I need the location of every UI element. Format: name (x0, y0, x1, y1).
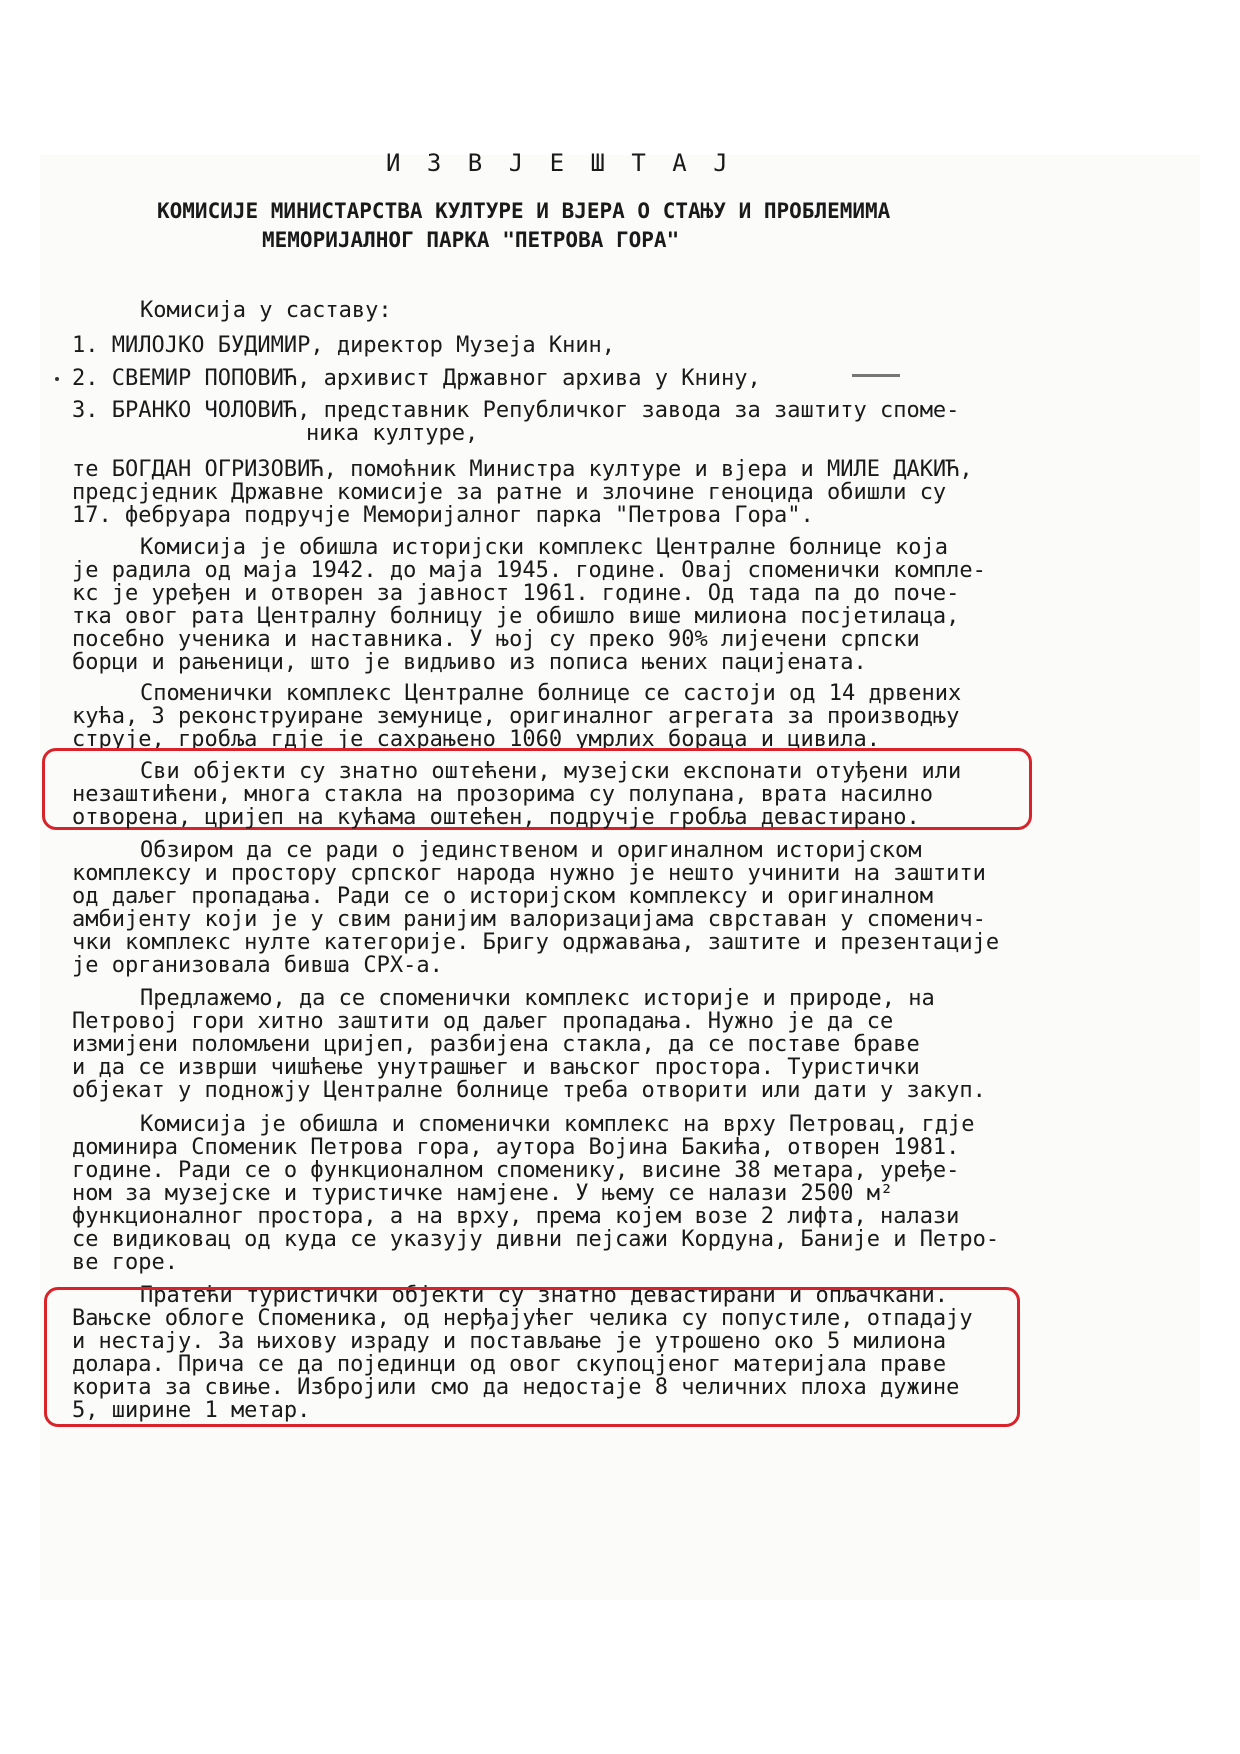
para6-line1: Предлажемо, да се споменички комплекс историје и природе, на (140, 986, 935, 1011)
member-2: 2. СВЕМИР ПОПОВИЋ, архивист Државног архива у Книну, (72, 366, 761, 391)
para2-line1: Комисија је обишла историјски комплекс Централне болнице која (140, 535, 948, 560)
para5-line6: је организовала бивша СРХ-а. (72, 953, 443, 978)
para4-line3: отворена, цријеп на кућама оштећен, подручје гробља девастирано. (72, 805, 920, 830)
para3-line3: струје, гробља гдје је сахрањено 1060 умрлих бораца и цивила. (72, 727, 880, 752)
para8-line5: корита за свиње. Избројили смо да недостаје 8 челичних плоха дужине (72, 1375, 960, 1400)
para2-line3: кс је уређен и отворен за јавност 1961. године. Од тада па до поче- (72, 581, 960, 606)
para2-line2: је радила од маја 1942. до маја 1945. године. Овај споменички комплe- (72, 558, 986, 583)
para8-line3: и нестају. За њихову израду и постављање је утрошено око 5 милиона (72, 1329, 947, 1354)
para7-line3: године. Ради се о функционалном споменику, висине 38 метара, уређе- (72, 1158, 960, 1183)
member-3-cont: ника културе, (306, 421, 479, 446)
document-title: И З В Ј Е Ш Т А Ј (386, 149, 728, 177)
para6-line3: измијени поломљени цријеп, разбијена стакла, да се поставе браве (72, 1032, 920, 1057)
member-3: 3. БРАНКО ЧОЛОВИЋ, представник Републичког завода за заштиту споме- (72, 398, 960, 423)
margin-dot (55, 377, 59, 381)
para6-line2: Петровој гори хитно заштити од даљег пропадања. Нужно је да се (72, 1009, 894, 1034)
para8-line6: 5, ширине 1 метар. (72, 1398, 311, 1423)
para5-line2: комплексу и простору српског народа нужно је нешто учинити на заштити (72, 861, 986, 886)
para8-line1: Пратећи туристички објекти су знатно девастирани и опљачкани. (140, 1283, 948, 1308)
para7-line5: функционалног простора, а на врху, према којем возе 2 лифта, налази (72, 1204, 960, 1229)
para7-line2: доминира Споменик Петрова гора, аутора Војина Бакића, отворен 1981. (72, 1135, 960, 1160)
para3-line1: Споменички комплекс Централне болнице се састоји од 14 дрвених (140, 681, 962, 706)
para1-line3: 17. фебруара подручје Меморијалног парка "Петрова Гора". (72, 503, 814, 528)
para1-line1: те БОГДАН ОГРИЗОВИЋ, помоћник Министра културе и вјера и МИЛЕ ДАКИЋ, (72, 457, 973, 482)
para7-line7: ве горе. (72, 1250, 178, 1275)
para5-line5: чки комплекс нулте категорије. Бригу одржавања, заштите и презентације (72, 930, 1000, 955)
member-1: 1. МИЛОЈКО БУДИМИР, директор Музеја Книн, (72, 333, 616, 358)
para6-line4: и да се изврши чишћење унутрашњег и вањског простора. Туристички (72, 1055, 920, 1080)
para2-line4: тка овог рата Централну болницу је обишло више милиона посјетилаца, (72, 604, 960, 629)
para5-line1: Обзиром да се ради о јединственом и оригиналном историјском (140, 838, 922, 863)
document-subtitle-line2: МЕМОРИЈАЛНОГ ПАРКА "ПЕТРОВА ГОРА" (262, 228, 680, 252)
para6-line5: објекат у подножју Централне болнице треба отворити или дати у закуп. (72, 1078, 986, 1103)
para7-line6: се видиковац од куда се указују дивни пејсажи Кордуна, Баније и Петро- (72, 1227, 1000, 1252)
para1-line2: предсједник Државне комисије за ратне и злочине геноцида обишли су (72, 480, 947, 505)
para8-line4: долара. Прича се да појединци од овог скупоцјеног материјала праве (72, 1352, 947, 1377)
para7-line4: ном за музејске и туристичке намјене. У њему се налази 2500 м² (72, 1181, 894, 1206)
para7-line1: Комисија је обишла и споменички комплекс на врху Петровац, гдје (140, 1112, 975, 1137)
commission-intro: Комисија у саставу: (140, 298, 392, 323)
para5-line3: од даљег пропадања. Ради се о историјском комплексу и оригиналном (72, 884, 933, 909)
para8-line2: Вањске облоге Споменика, од нерђајућег челика су попустиле, отпадају (72, 1306, 973, 1331)
para5-line4: амбијенту који је у свим ранијим валоризацијама сврставан у споменич- (72, 907, 986, 932)
para4-line1: Сви објекти су знатно оштећени, музејски експонати отуђени или (140, 759, 962, 784)
para3-line2: кућа, 3 реконструиране земунице, оригиналног агрегата за производњу (72, 704, 960, 729)
para2-line5: посебно ученика и наставника. У њој су преко 90% лијечени српски (72, 627, 920, 652)
margin-scribble (852, 374, 900, 377)
para4-line2: незаштићени, многа стакла на прозорима су полупана, врата насилно (72, 782, 933, 807)
document-subtitle-line1: КОМИСИЈЕ МИНИСТАРСТВА КУЛТУРЕ И ВЈЕРА О СТАЊУ И ПРОБЛЕМИМА (157, 199, 891, 223)
para2-line6: борци и рањеници, што је видљиво из пописа њених пацијената. (72, 650, 867, 675)
